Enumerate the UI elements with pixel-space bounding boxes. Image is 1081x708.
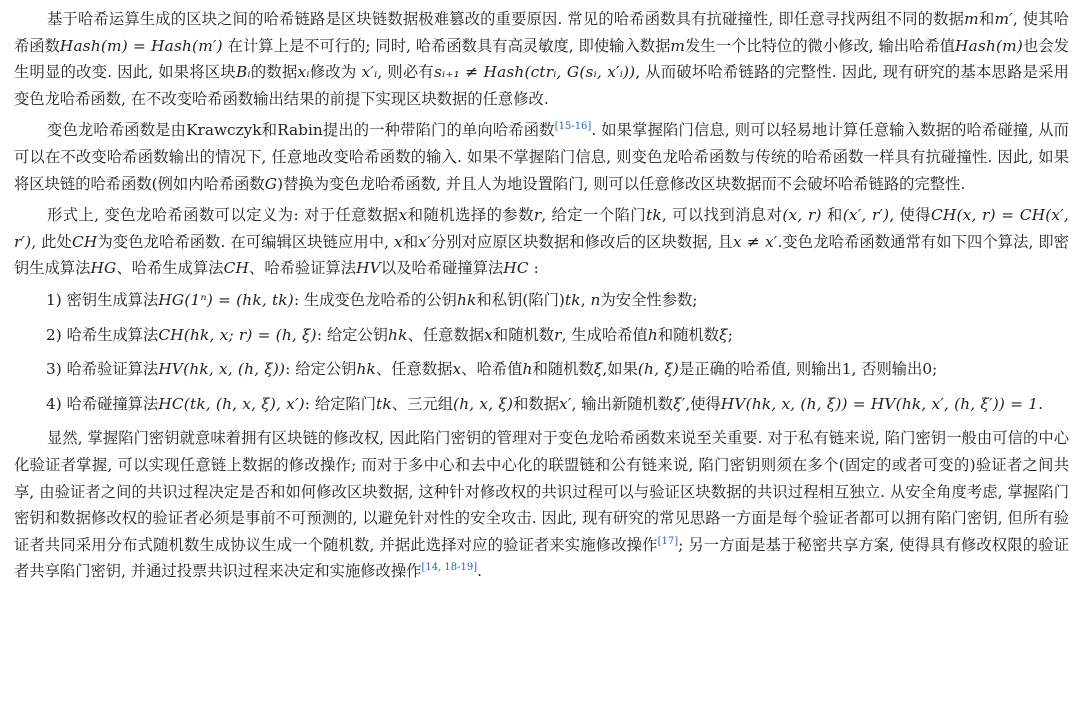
text-run: 发生一个比特位的微小修改, 输出哈希值: [685, 36, 956, 55]
math-expression: (x′, r′): [842, 206, 890, 225]
text-run: .变色龙哈希函数通常有如下四个算法, 即密钥生成算法: [14, 232, 1069, 278]
text-run: 3) 哈希验证算法: [46, 360, 159, 379]
text-run: ;: [727, 325, 733, 344]
text-run: 和: [821, 206, 843, 225]
text-run: 在计算上是不可行的; 同时, 哈希函数具有高灵敏度, 即使输入数据: [222, 36, 671, 55]
text-run: 和: [402, 232, 419, 251]
math-expression: tk: [376, 394, 392, 413]
text-run: , 此处: [31, 232, 72, 251]
math-expression: CH(hk, x; r) = (h, ξ): [158, 325, 317, 344]
text-run: 和私钥(陷门): [476, 290, 565, 309]
text-run: , 生成哈希值: [561, 325, 648, 344]
math-expression: HV: [356, 259, 381, 278]
math-expression: Bᵢ: [235, 63, 251, 82]
math-expression: xᵢ: [297, 63, 310, 82]
math-expression: x: [452, 360, 462, 379]
text-run: 形式上, 变色龙哈希函数可以定义为: 对于任意数据: [47, 206, 399, 225]
text-run: : 给定公钥: [285, 360, 357, 379]
text-run: 显然, 掌握陷门密钥就意味着拥有区块链的修改权, 因此陷门密钥的管理对于变色龙哈希函数来说至关重要. 对于私有链来说, 陷门密钥一般由可信的中心化验证者掌握, 可以实现任意链上数据的修改操作; 而对于多中心和去中心化的联盟链和公有链来说, 陷门密钥则须在多个(固定的或者可变的)验证者之间共享, 由验证者之间的共识过程决定是否和如何修改区块数据, 这种针对修改权的共识过程可以与验证区块数据的共识过程相互独立. 从安全角度考虑, 掌握陷门密钥和数据修改权的验证者必须是事前不可预测的, 以避免针对性的安全攻击. 因此, 现有研究的常见思路一方面是每个验证者都可以拥有陷门密钥, 但所有验证者共同采用分布式随机数生成协议生成一个随机数, 并据此选择对应的验证者来实施修改操作: [14, 429, 1069, 554]
text-run: . 如果掌握陷门信息, 则可以轻易地计算任意输入数据的哈希碰撞, 从而可以在不改变哈希函数输出的情况下, 任意地改变哈希函数的输入. 如果不掌握陷门信息, 则变色龙哈希函数与传统的哈希函数一样具有抗碰撞性. 因此, 如果将区块链的哈希函数(例如内哈希函数: [14, 121, 1069, 193]
math-expression: x: [393, 232, 403, 251]
text-run: .: [1038, 394, 1044, 413]
text-run: 修改为: [309, 63, 362, 82]
text-run: 和: [978, 10, 995, 28]
text-run: 、哈希生成算法: [116, 259, 224, 278]
paragraph-hash-chain: [14, 6, 1069, 112]
text-run: , 使得: [889, 206, 932, 225]
text-run: ,使得: [685, 394, 721, 413]
text-run: 基于哈希运算生成的区块之间的哈希链路是区块链数据极难篡改的重要原因. 常见的哈希函数具有抗碰撞性, 即任意寻找两组不同的数据: [47, 10, 965, 28]
math-expression: x′: [559, 394, 572, 413]
text-run: 、哈希值: [461, 360, 523, 379]
math-expression: hk: [388, 325, 408, 344]
text-run: 和数据: [513, 394, 560, 413]
math-expression: Hash(m): [955, 36, 1024, 55]
text-run: 和随机数: [492, 325, 555, 344]
citation-link[interactable]: [14, 18-19]: [421, 562, 478, 574]
list-item-hash-verification: [14, 356, 1069, 383]
math-expression: HC: [503, 259, 529, 278]
text-run: )替换为变色龙哈希函数, 并且人为地设置陷门, 则可以任意修改区块数据而不会破坏哈希链路的完整性.: [277, 174, 966, 193]
math-expression: (x, r): [782, 206, 822, 225]
text-run: 是正确的哈希值, 则输出1, 否则输出0;: [679, 360, 938, 379]
text-run: 变色龙哈希函数是由Krawczyk和Rabin提出的一种带陷门的单向哈希函数: [47, 121, 555, 140]
math-expression: ξ: [593, 360, 603, 379]
math-expression: tk: [646, 206, 662, 225]
text-run: 为安全性参数;: [600, 290, 698, 309]
math-expression: HV(hk, x, (h, ξ)): [158, 360, 286, 379]
math-expression: m′: [994, 10, 1013, 28]
math-expression: (h, x, ξ): [453, 394, 514, 413]
list-item-key-generation: [14, 287, 1069, 314]
math-expression: m: [670, 36, 686, 55]
math-expression: r: [533, 206, 542, 225]
text-run: 以及哈希碰撞算法: [380, 259, 504, 278]
text-run: , 从而破坏哈希链路的完整性. 因此, 现有研究的基本思路是采用变色龙哈希函数, 在不改变哈希函数输出结果的前提下实现区块数据的任意修改.: [14, 63, 1069, 108]
math-expression: ξ′: [673, 394, 686, 413]
math-expression: CH(x, r) = CH(x′, r′): [14, 206, 1069, 251]
text-run: 为变色龙哈希函数. 在可编辑区块链应用中,: [97, 232, 394, 251]
text-run: : 给定公钥: [316, 325, 389, 344]
math-expression: ξ: [719, 325, 728, 344]
paragraph-trapdoor-management: [14, 425, 1069, 585]
citation-link[interactable]: [17]: [657, 535, 679, 547]
math-expression: x: [484, 325, 493, 344]
list-item-hash-generation: [14, 322, 1069, 349]
text-run: .: [477, 562, 483, 581]
math-expression: HV(hk, x, (h, ξ)) = HV(hk, x′, (h, ξ′)) = 1: [720, 394, 1039, 413]
text-run: : 生成变色龙哈希的公钥: [293, 290, 457, 309]
math-expression: x: [398, 206, 408, 225]
text-run: : 给定陷门: [304, 394, 377, 413]
text-run: , 可以找到消息对: [661, 206, 783, 225]
text-run: , 则必有: [377, 63, 434, 82]
math-expression: n: [590, 290, 601, 309]
text-run: 和随机选择的参数: [407, 206, 534, 225]
text-run: ; 另一方面是基于秘密共享方案, 使得具有修改权限的验证者共享陷门密钥, 并通过投票共识过程来决定和实施修改操作: [14, 535, 1069, 581]
math-expression: Hash(m) = Hash(m′): [59, 36, 223, 55]
text-run: :: [528, 259, 539, 278]
math-expression: sᵢ₊₁ ≠ Hash(ctrᵢ, G(sᵢ, x′ᵢ)): [433, 63, 636, 82]
text-run: 和随机数: [657, 325, 720, 344]
text-run: , 给定一个陷门: [541, 206, 647, 225]
math-expression: CH: [223, 259, 250, 278]
text-run: 2) 哈希生成算法: [46, 325, 159, 344]
math-expression: m: [964, 10, 979, 28]
text-run: ,如果: [602, 360, 638, 379]
math-expression: (h, ξ): [637, 360, 680, 379]
text-run: 和随机数: [532, 360, 594, 379]
text-run: 、三元组: [391, 394, 454, 413]
text-run: 4) 哈希碰撞算法: [46, 394, 159, 413]
math-expression: HG(1ⁿ) = (hk, tk): [158, 290, 294, 309]
math-expression: HC(tk, (h, x, ξ), x′): [158, 394, 305, 413]
math-expression: hk: [356, 360, 376, 379]
math-expression: h: [647, 325, 658, 344]
text-run: 、任意数据: [407, 325, 485, 344]
text-run: 、任意数据: [375, 360, 453, 379]
math-expression: x ≠ x′: [732, 232, 778, 251]
paragraph-chameleon-hash: [14, 117, 1069, 197]
math-expression: r: [554, 325, 562, 344]
math-expression: x′: [418, 232, 431, 251]
math-expression: h: [522, 360, 533, 379]
math-expression: CH: [71, 232, 98, 251]
text-run: , 输出新随机数: [571, 394, 674, 413]
text-run: 、哈希验证算法: [249, 259, 357, 278]
text-run: 分别对应原区块数据和修改后的区块数据, 且: [430, 232, 733, 251]
math-expression: hk: [456, 290, 477, 309]
paragraph-formal-definition: [14, 202, 1069, 282]
math-expression: tk: [564, 290, 581, 309]
citation-link[interactable]: [15-16]: [554, 121, 592, 133]
text-run: , 使其哈希函数: [14, 10, 1069, 55]
list-item-hash-collision: [14, 391, 1069, 418]
math-expression: x′ᵢ: [361, 63, 378, 82]
math-expression: G: [264, 174, 278, 193]
text-run: 的数据: [250, 63, 298, 82]
text-run: 也会发生明显的改变. 因此, 如果将区块: [14, 36, 1069, 82]
math-expression: HG: [90, 259, 117, 278]
text-run: 1) 密钥生成算法: [46, 290, 159, 309]
text-run: ,: [580, 290, 591, 309]
